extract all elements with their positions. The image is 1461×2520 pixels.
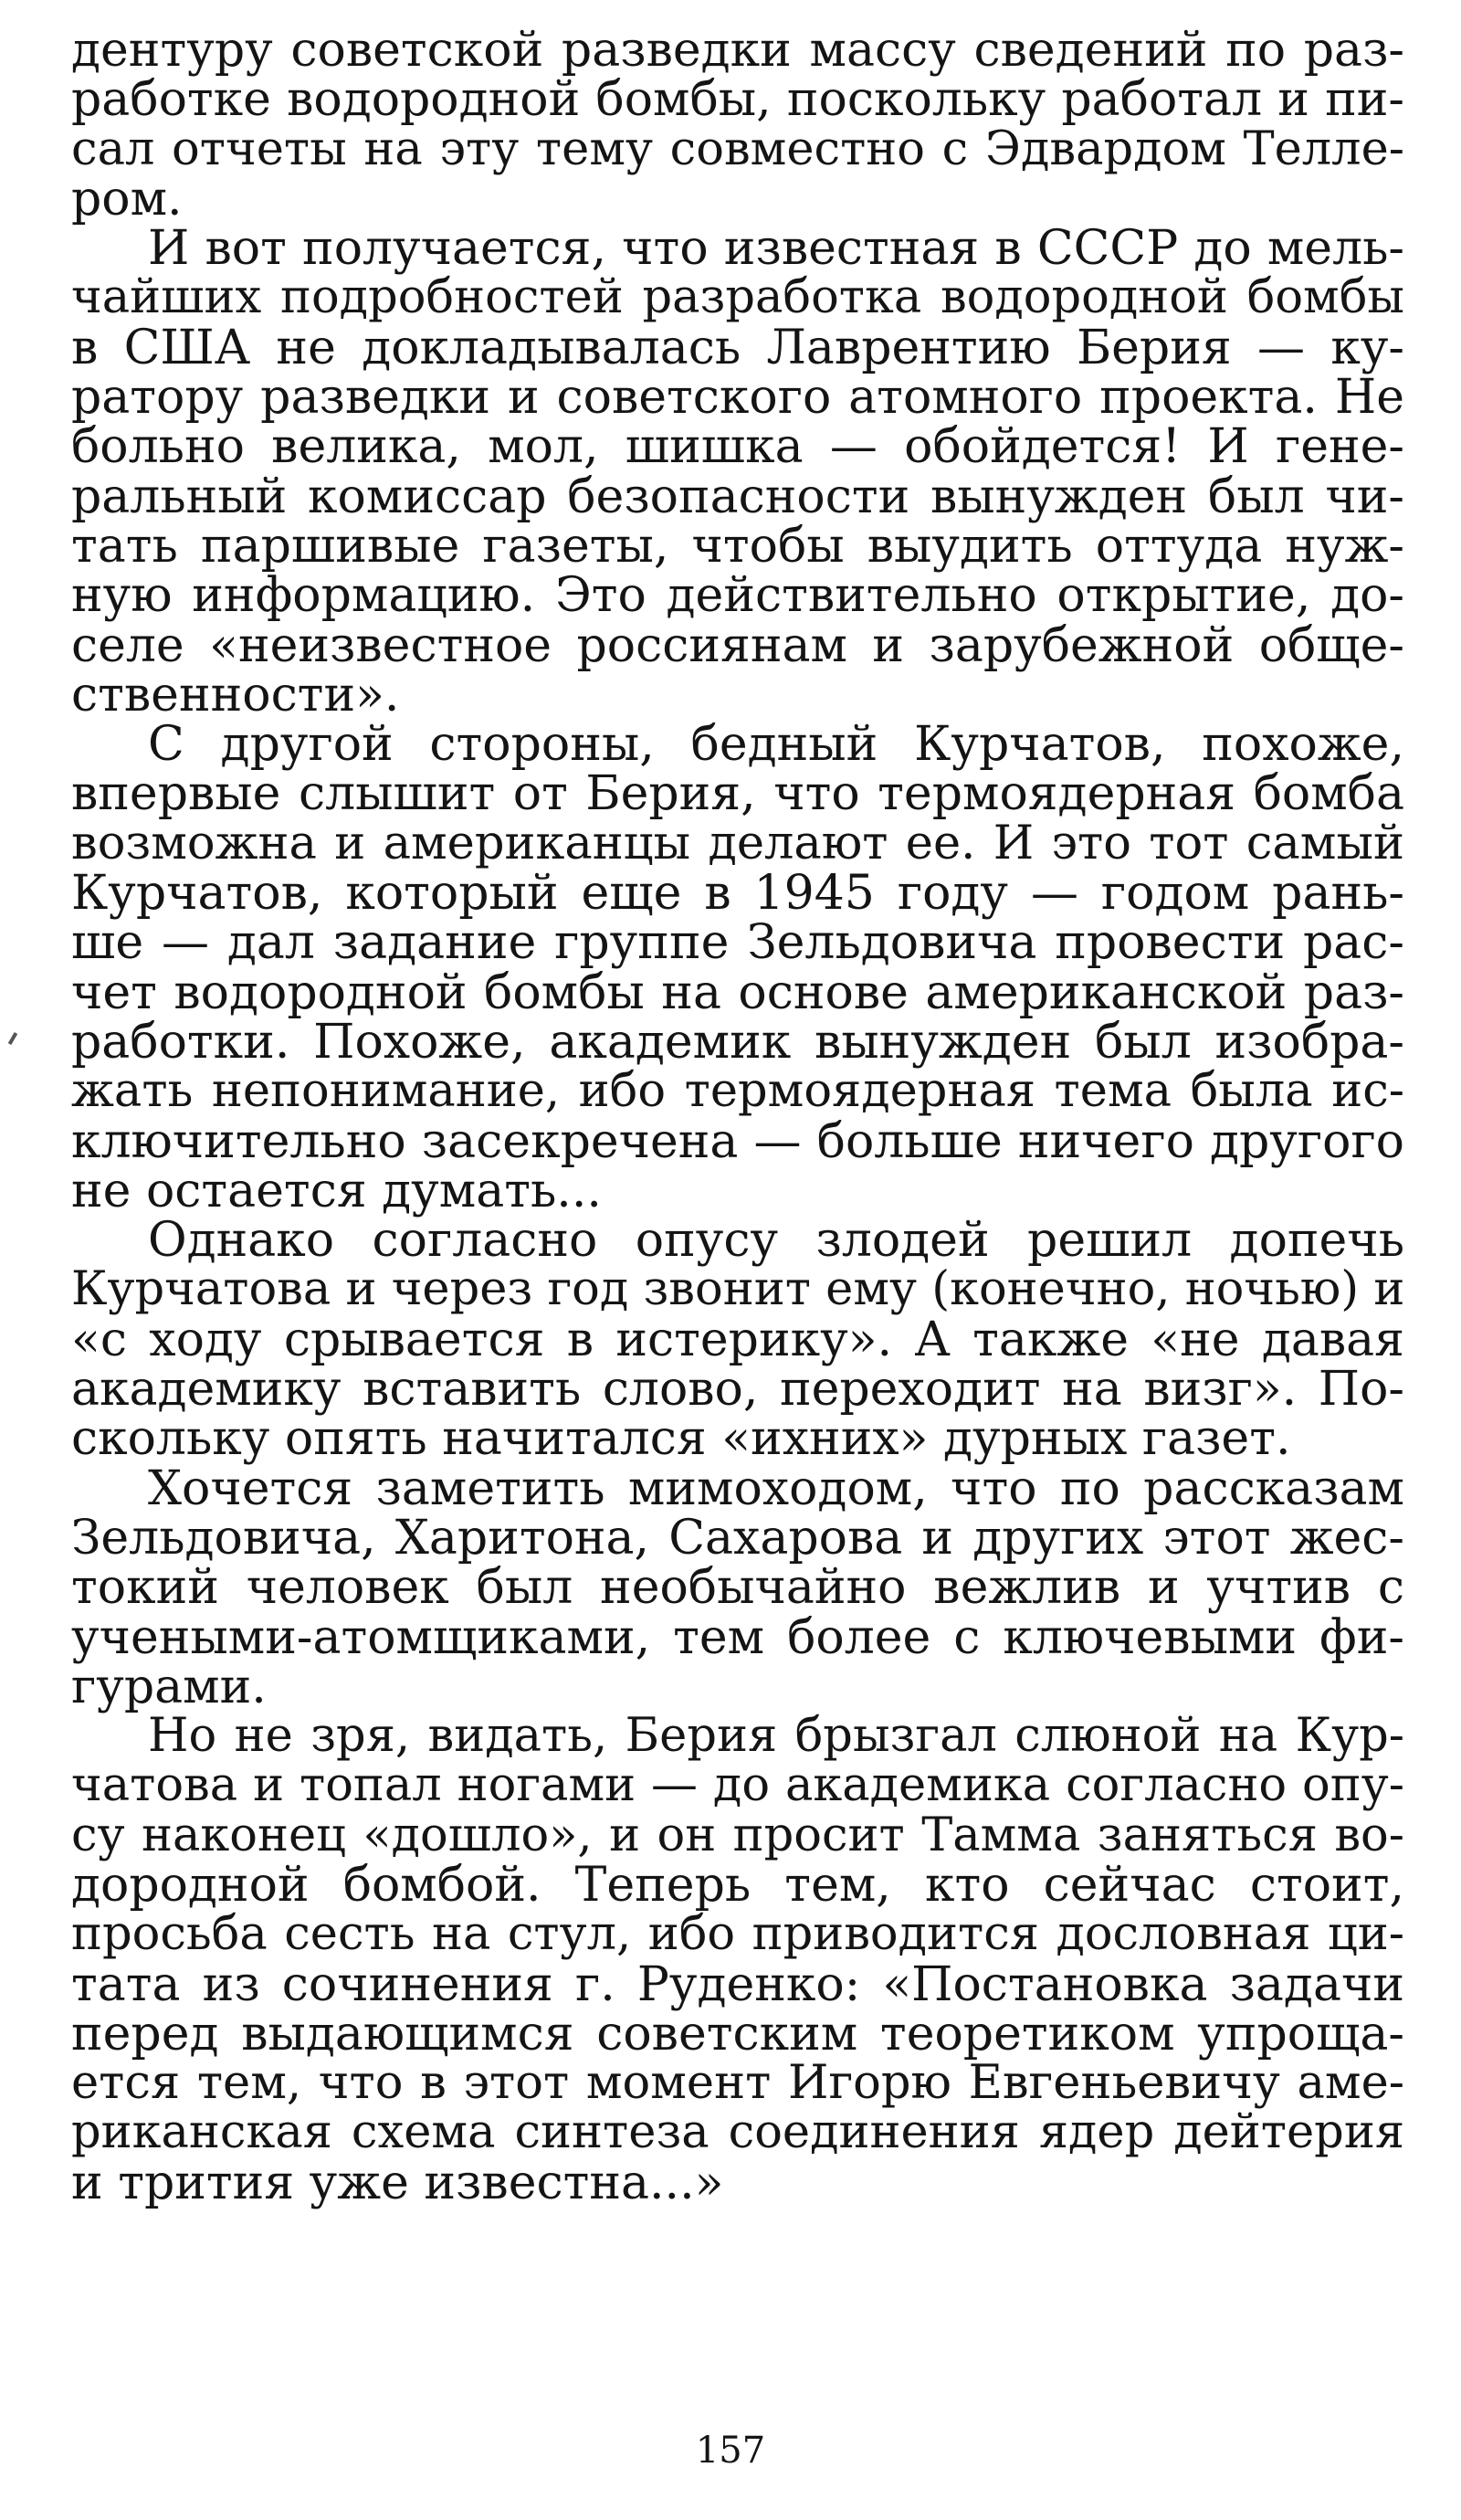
text-line: тата из сочинения г. Руденко: «Постановка задачи [71, 1956, 1404, 2012]
text-line: ственности». [71, 667, 400, 722]
text-line: и трития уже известна...» [71, 2155, 724, 2210]
text-line: су наконец «дошло», и он просит Тамма заняться во- [71, 1808, 1404, 1862]
text-line: Хочется заметить мимоходом, что по рассказам [148, 1460, 1404, 1516]
text-line: чет водородной бомбы на основе американской раз- [71, 965, 1404, 1020]
text-line: риканская схема синтеза соединения ядер дейтерия [71, 2105, 1404, 2160]
paragraph [71, 23, 1404, 227]
text-line: возможна и американцы делают ее. И это тот самый [71, 816, 1404, 870]
text-line: ную информацию. Это действительно открытие, до- [71, 568, 1404, 624]
text-line: дородной бомбой. Теперь тем, кто сейчас стоит, [71, 1857, 1404, 1913]
text-line: просьба сесть на стул, ибо приводится дословная ци- [71, 1907, 1404, 1962]
text-line: чатова и топал ногами — до академика согласно опу- [71, 1758, 1404, 1813]
text-line: в США не докладывалась Лаврентию Берия — ку- [71, 320, 1404, 375]
text-line: академику вставить слово, переходит на визг». По- [71, 1362, 1404, 1418]
text-line: Курчатов, который еще в 1945 году — годом рань- [71, 866, 1404, 922]
text-line: Но не зря, видать, Берия брызгал слюной на Кур- [148, 1709, 1404, 1764]
text-line: тать паршивые газеты, чтобы выудить оттуда нуж- [71, 518, 1404, 574]
text-line: больно велика, мол, шишка — обойдется! И гене- [71, 419, 1404, 475]
text-line: перед выдающимся советским теоретиком упроща- [71, 2006, 1404, 2061]
stray-ink-mark [8, 1032, 17, 1045]
text-line: дентуру советской разведки массу сведений по раз- [71, 23, 1404, 78]
paragraph [71, 1460, 1404, 1714]
text-line: гурами. [71, 1659, 267, 1714]
text-line: учеными-атомщиками, тем более с ключевыми фи- [71, 1609, 1404, 1665]
text-line: ром. [71, 171, 183, 227]
book-page-text [71, 23, 1405, 2210]
text-line: «с ходу срывается в истерику». А также «не давая [71, 1312, 1404, 1367]
text-line: Курчатова и через год звонит ему (конечно, ночью) и [71, 1262, 1405, 1317]
paragraph [71, 1709, 1404, 2210]
text-line: С другой стороны, бедный Курчатов, похоже, [148, 717, 1404, 773]
text-line: сал отчеты на эту тему совместно с Эдвардом Телле- [71, 121, 1404, 176]
paragraph [71, 1213, 1405, 1467]
text-line: ральный комиссар безопасности вынужден был чи- [71, 469, 1404, 524]
text-line: работке водородной бомбы, поскольку работал и пи- [71, 72, 1404, 128]
text-line: не остается думать... [71, 1163, 602, 1218]
page-number: 157 [695, 2430, 766, 2472]
text-line: впервые слышит от Берия, что термоядерная бомба [71, 766, 1404, 822]
text-line: ше — дал задание группе Зельдовича провести рас- [71, 915, 1404, 971]
text-line: скольку опять начитался «ихних» дурных газет. [71, 1411, 1291, 1467]
text-line: ется тем, что в этот момент Игорю Евгеньевичу аме- [71, 2056, 1404, 2111]
text-line: чайших подробностей разработка водородной бомбы [71, 270, 1404, 325]
text-line: Однако согласно опусу злодей решил допечь [148, 1213, 1404, 1269]
text-line: ратору разведки и советского атомного проекта. Не [71, 370, 1404, 426]
paragraph [71, 717, 1404, 1218]
paragraph [71, 221, 1404, 722]
text-line: Зельдовича, Харитона, Сахарова и других этот жес- [71, 1510, 1404, 1566]
text-line: И вот получается, что известная в СССР до мель- [148, 221, 1404, 277]
text-line: жать непонимание, ибо термоядерная тема была ис- [71, 1064, 1404, 1119]
text-line: токий человек был необычайно вежлив и учтив с [71, 1560, 1404, 1616]
text-line: работки. Похоже, академик вынужден был изобра- [71, 1014, 1404, 1070]
text-line: селе «неизвестное россиянам и зарубежной обще- [71, 617, 1404, 673]
text-line: ключительно засекречена — больше ничего другого [71, 1113, 1404, 1169]
